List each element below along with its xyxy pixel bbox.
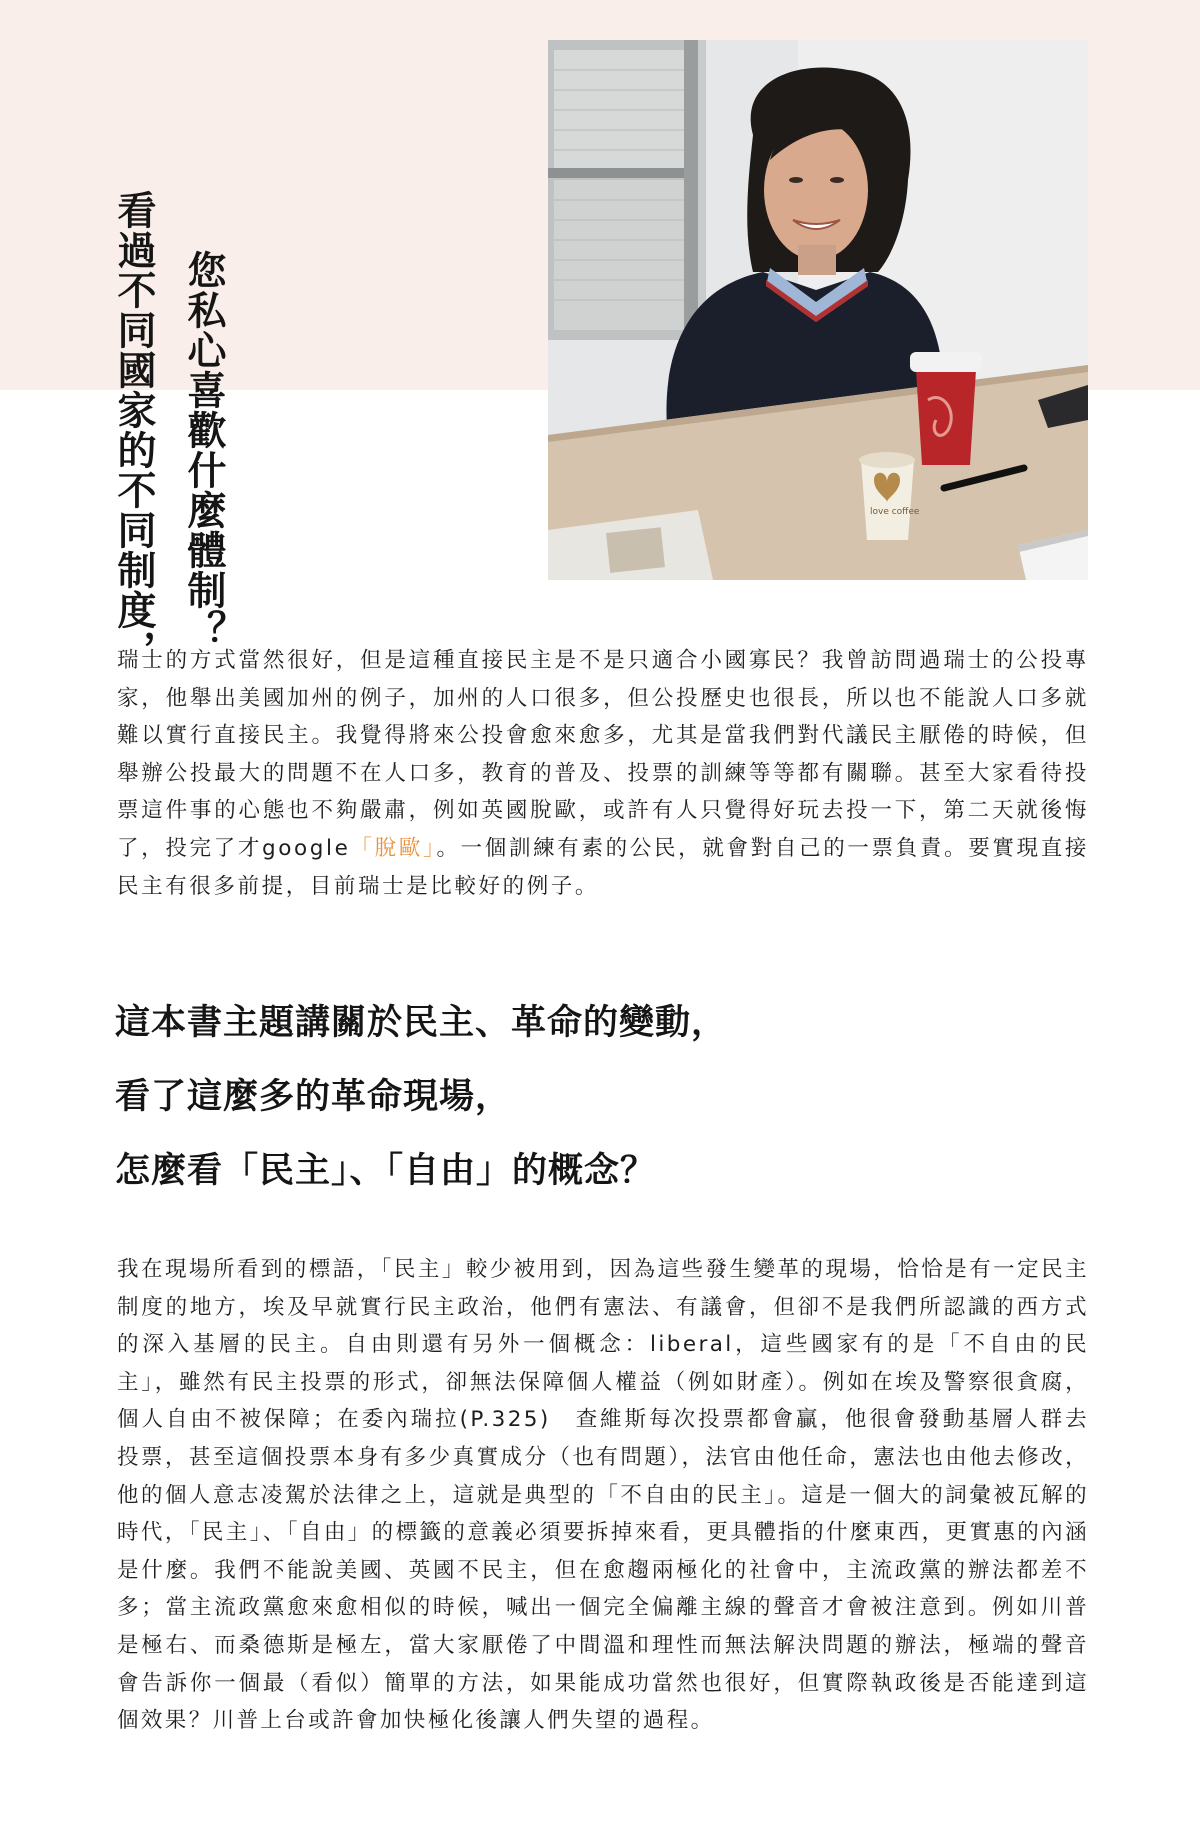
- paragraph-1-text-before: 瑞士的方式當然很好，但是這種直接民主是不是只適合小國寡民？我曾訪問過瑞士的公投專家，他舉出美國加州的例子，加州的人口很多，但公投歷史也很長，所以也不能說人口多就難以實行直接民主。我覺得將來公投會愈來愈多，尤其是當我們對代議民主厭倦的時候，但舉辦公投最大的問題不在人口多，教育的普及、投票的訓練等等都有關聯。甚至大家看待投票這件事的心態也不夠嚴肅，例如英國脫歐，或許有人只覺得好玩去投一下，第二天就後悔了，投完了才google: [117, 648, 1089, 861]
- vertical-heading-line-1: 看過不同國家的不同制度，: [111, 190, 157, 670]
- vertical-heading-line-2: 您私心喜歡什麼體制？: [181, 250, 227, 650]
- cup-logo-text: love coffee: [870, 507, 920, 517]
- highlight-brexit: 「脫歐」: [350, 835, 437, 861]
- paragraph-democracy-freedom: 我在現場所看到的標語，「民主」較少被用到，因為這些發生變革的現場，恰恰是有一定民主制度的地方，埃及早就實行民主政治，他們有憲法、有議會，但卻不是我們所認識的西方式的深入基層的民主。自由則還有另外一個概念：liberal，這些國家有的是「不自由的民主」，雖然有民主投票的形式，卻無法保障個人權益（例如財產）。例如在埃及警察很貪腐，個人自由不被保障；在委內瑞拉(P.325) 查維斯每次投票都會贏，他很會發動基層人群去投票，甚至這個投票本身有多少真實成分（也有問題），法官由他任命，憲法也由他去修改，他的個人意志凌駕於法律之上，這就是典型的「不自由的民主」。這是一個大的詞彙被瓦解的時代，「民主」、「自由」的標籤的意義必須要拆掉來看，更具體指的什麼東西，更實惠的內涵是什麼。我們不能說美國、英國不民主，但在愈趨兩極化的社會中，主流政黨的辦法都差不多；當主流政黨愈來愈相似的時候，喊出一個完全偏離主線的聲音才會被注意到。例如川普是極右、而桑德斯是極左，當大家厭倦了中間溫和理性而無法解決問題的辦法，極端的聲音會告訴你一個最（看似）簡單的方法，如果能成功當然也很好，但實際執政後是否能達到這個效果？川普上台或許會加快極化後讓人們失望的過程。: [117, 1257, 1089, 1734]
- section-heading-line-2: 看了這麼多的革命現場，: [115, 1076, 512, 1117]
- paragraph-swiss-referendum: [117, 642, 1089, 905]
- interview-photo: [548, 40, 1088, 580]
- section-heading-line-1: 這本書主題講關於民主、革命的變動，: [115, 1002, 728, 1043]
- section-heading-line-3: 怎麼看「民主」、「自由」的概念？: [115, 1150, 657, 1191]
- paragraph-1-text-after: 。一個訓練有素的公民，就會對自己的一票負責。要實現直接民主有很多前提，目前瑞士是比較好的例子。: [117, 835, 1090, 899]
